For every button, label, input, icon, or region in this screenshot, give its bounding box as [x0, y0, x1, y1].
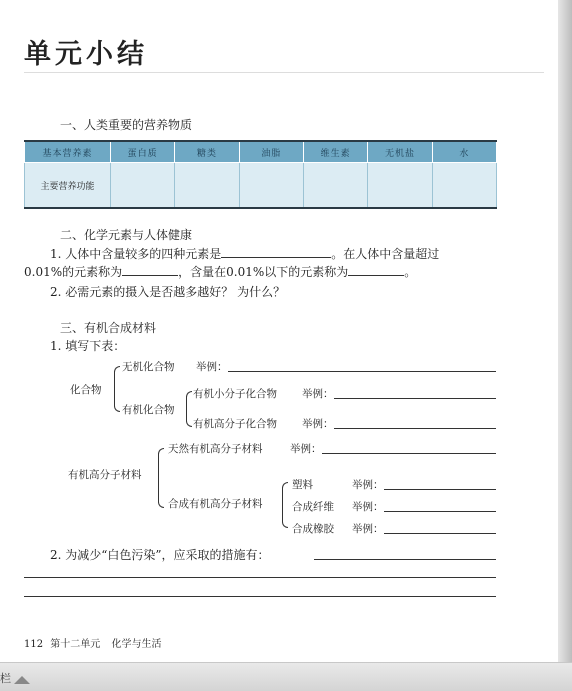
answer-line [334, 428, 496, 429]
answer-line [384, 533, 496, 534]
plastic-label: 塑料 [292, 479, 313, 491]
viewer-bottom-bar [0, 662, 572, 691]
answer-line [334, 398, 496, 399]
unit-number: 第十二单元 [50, 639, 101, 650]
page-footer [24, 635, 161, 650]
table-header: 维生素 [303, 141, 367, 163]
synthetic-brace [282, 482, 288, 528]
example-label: 举例： [352, 523, 384, 535]
rubber-label: 合成橡胶 [292, 523, 334, 535]
section3-q2: 2. 为减少“白色污染”，应采取的措施有： [50, 548, 270, 562]
example-label: 举例： [290, 443, 322, 455]
organic-small-molecule: 有机小分子化合物 [193, 388, 277, 400]
synthetic-polymer: 合成有机高分子材料 [168, 498, 263, 510]
table-header: 油脂 [239, 141, 303, 163]
compound-brace [114, 366, 120, 412]
answer-line [24, 577, 496, 578]
page-number: 112 [24, 639, 44, 650]
table-row-label: 主要营养功能 [25, 163, 111, 209]
table-cell [175, 163, 239, 209]
table-cell [303, 163, 367, 209]
example-label: 举例： [302, 418, 334, 430]
unit-title: 化学与生活 [111, 639, 162, 650]
table-header: 蛋白质 [111, 141, 175, 163]
table-header: 糖类 [175, 141, 239, 163]
answer-line [24, 596, 496, 597]
q1-text: 1. 人体中含量较多的四种元素是 [50, 247, 222, 261]
nutrients-table [24, 140, 497, 209]
answer-line [314, 559, 496, 560]
table-header: 基本营养素 [25, 141, 111, 163]
fiber-label: 合成纤维 [292, 501, 334, 513]
q1-text: 。 [404, 265, 417, 279]
organic-brace [186, 391, 192, 427]
section3-q1: 1. 填写下表： [50, 339, 126, 353]
natural-polymer: 天然有机高分子材料 [168, 443, 263, 455]
example-label: 举例： [302, 388, 334, 400]
table-cell [368, 163, 432, 209]
polymer-brace [158, 448, 164, 508]
table-cell [432, 163, 496, 209]
answer-line [322, 453, 496, 454]
inorganic-compound: 无机化合物 [122, 361, 175, 373]
section2-q1-line1 [50, 245, 439, 262]
q1-text: 。在人体中含量超过 [331, 247, 440, 261]
table-header: 水 [432, 141, 496, 163]
bottom-tab-label[interactable]: 栏 [0, 672, 11, 685]
table-header-row [25, 141, 497, 163]
table-cell [111, 163, 175, 209]
section2-q1-line2 [24, 263, 416, 280]
organic-polymer-compound: 有机高分子化合物 [193, 418, 277, 430]
section2-heading: 二、化学元素与人体健康 [60, 228, 193, 242]
section3-heading: 三、有机合成材料 [60, 321, 157, 335]
q1-text: ，含量在0.01%以下的元素称为 [178, 265, 349, 279]
section2-q2: 2. 必需元素的摄入是否越多越好？ 为什么？ [50, 285, 286, 299]
answer-blank [221, 245, 331, 258]
compound-root: 化合物 [70, 384, 102, 396]
example-label: 举例： [352, 479, 384, 491]
q1-text: 0.01%的元素称为 [24, 265, 123, 279]
expand-up-icon[interactable] [14, 676, 30, 684]
table-header: 无机盐 [368, 141, 432, 163]
example-label: 举例： [352, 501, 384, 513]
answer-line [384, 489, 496, 490]
title-divider [24, 72, 544, 73]
table-cell [239, 163, 303, 209]
page-edge-shadow [558, 0, 572, 690]
answer-line [228, 371, 496, 372]
section1-heading: 一、人类重要的营养物质 [60, 118, 193, 132]
answer-blank [348, 263, 404, 276]
answer-line [384, 511, 496, 512]
table-row [25, 163, 497, 209]
organic-compound: 有机化合物 [122, 404, 175, 416]
example-label: 举例： [196, 361, 228, 373]
page-title: 单元小结 [24, 39, 148, 70]
polymer-material-root: 有机高分子材料 [68, 469, 142, 481]
answer-blank [122, 263, 178, 276]
